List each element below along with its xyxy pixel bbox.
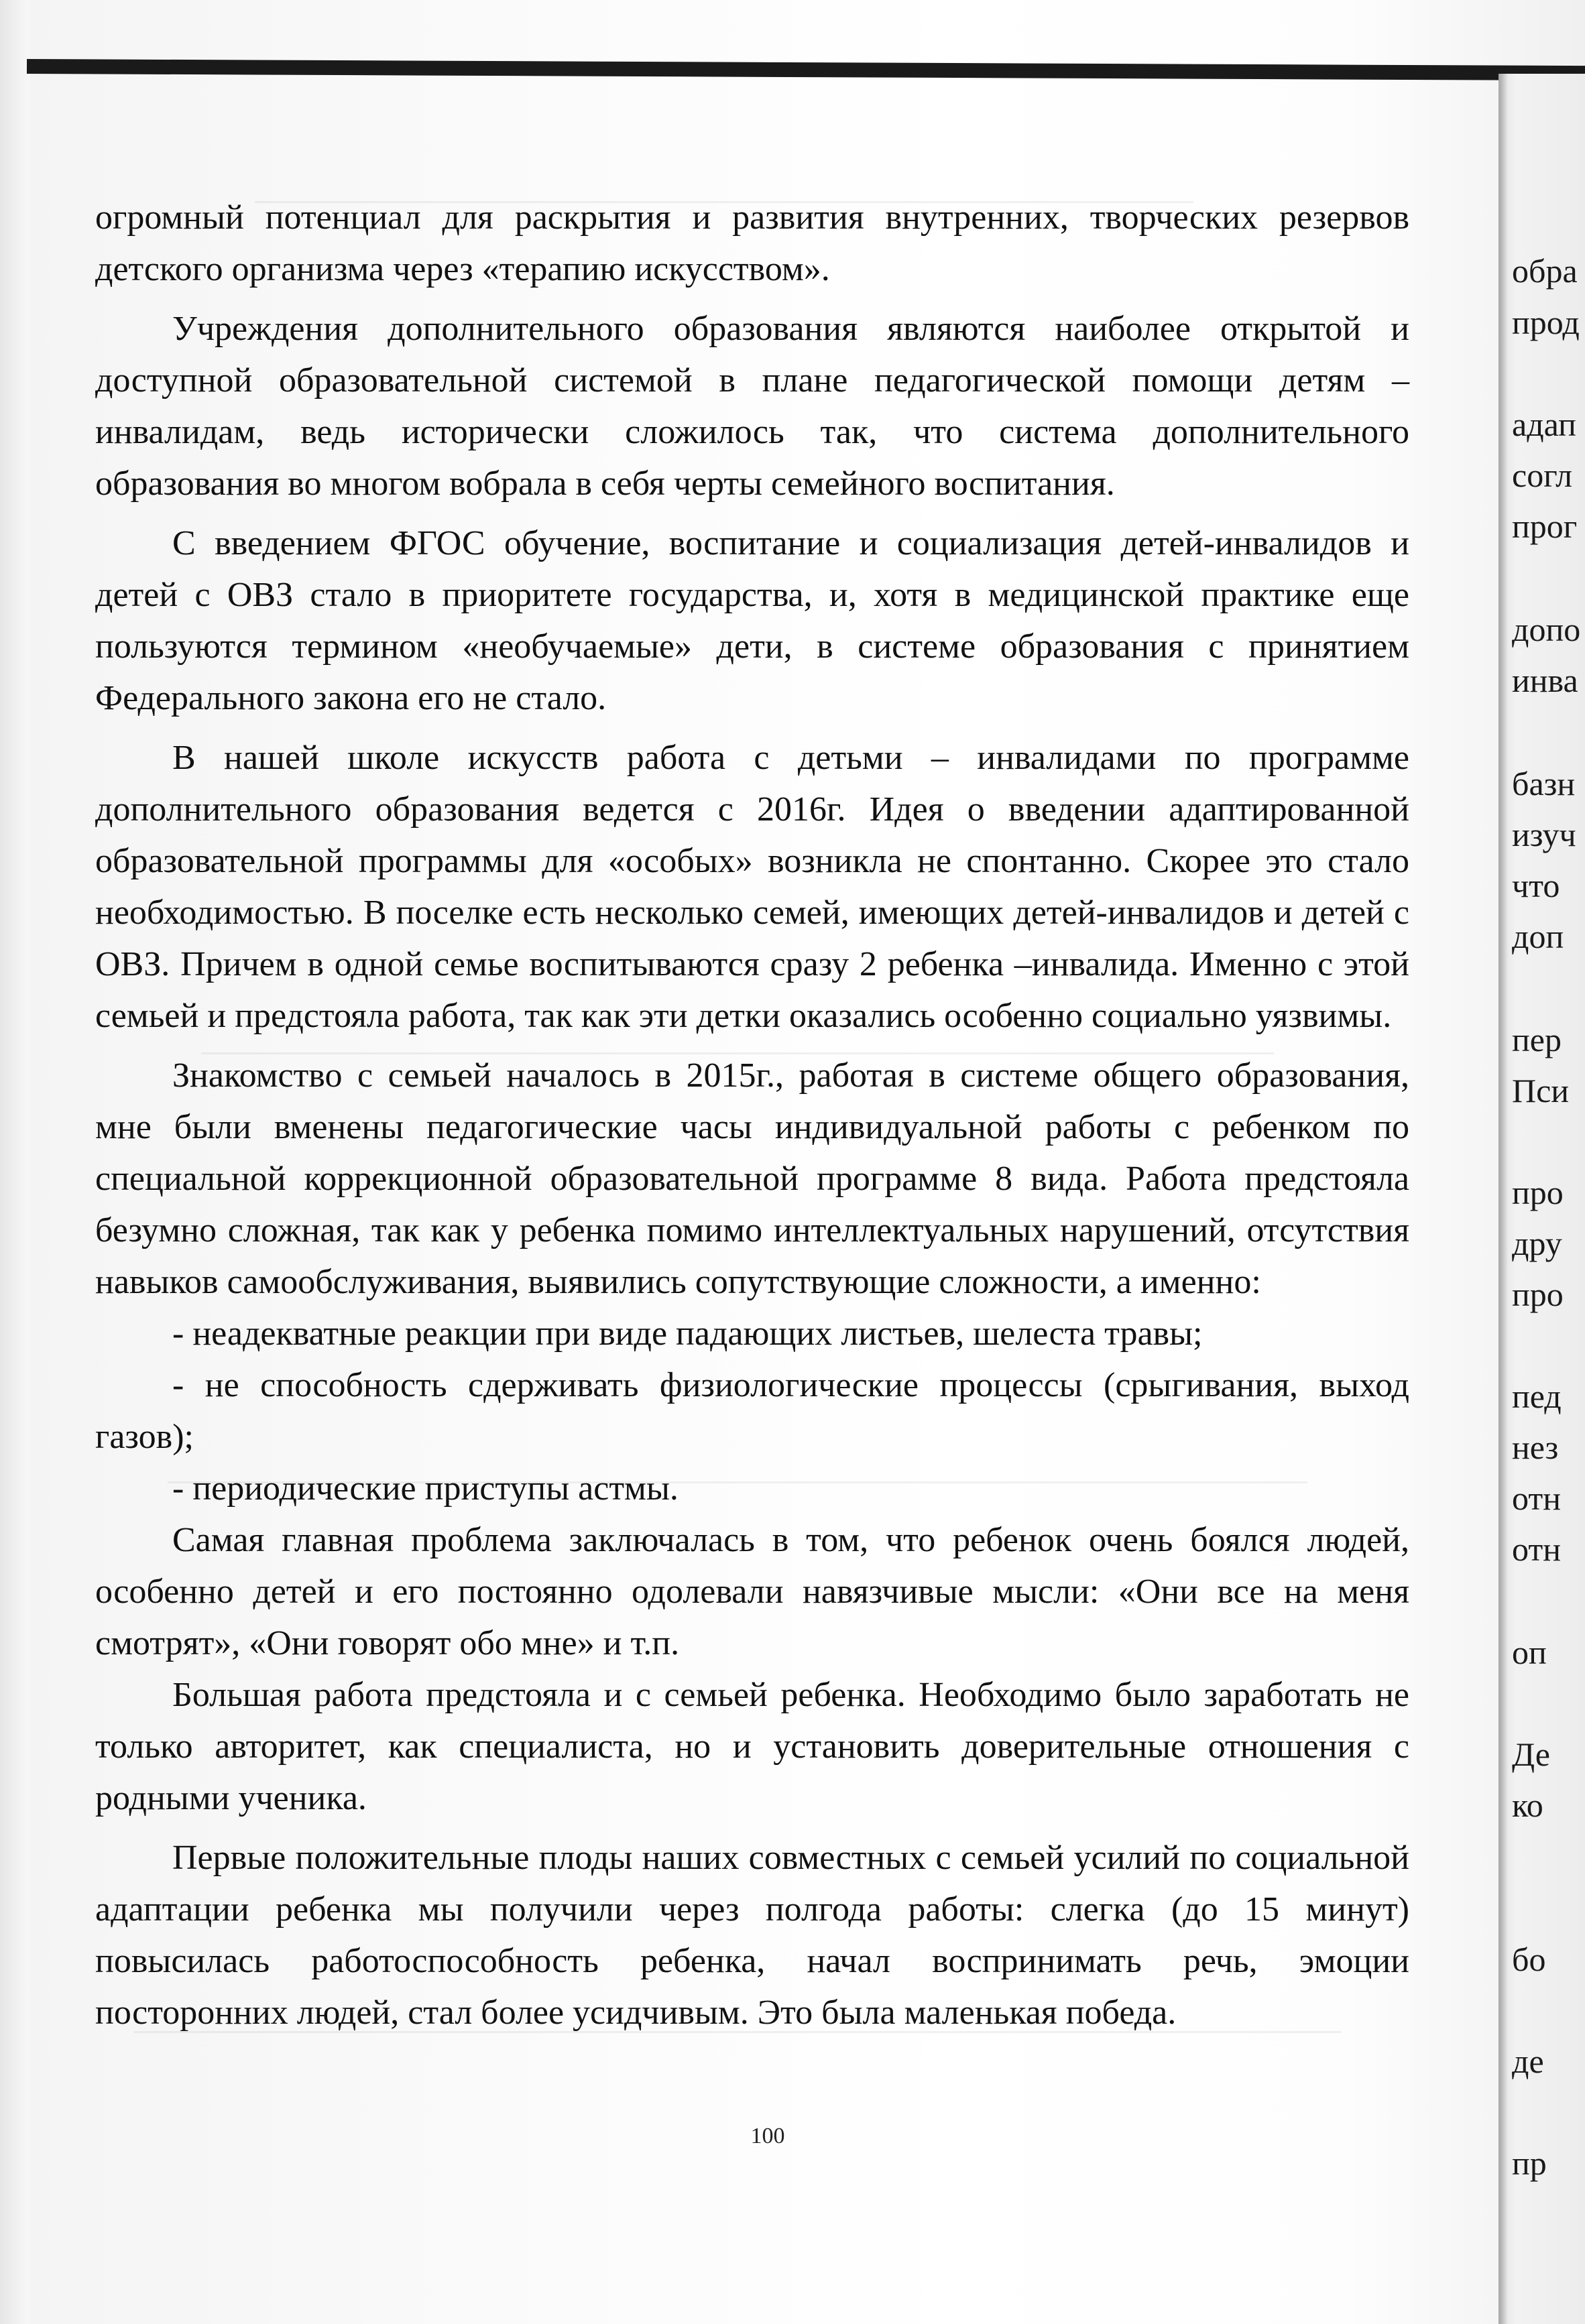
next-page-fragment: пр — [1512, 2144, 1547, 2182]
next-page-fragment: пед — [1512, 1378, 1562, 1415]
paragraph: Знакомство с семьей началось в 2015г., работая в системе общего образования, мне были вменены педагогические часы индивидуальной работы с ребенком по специальной коррекционной образовательной программе 8 вида. Работа предстояла безумно сложная, так как у ребенка помимо интеллектуальных нарушений, отсутствия навыков самообслуживания, выявились сопутствующие сложности, а именно: — [95, 1056, 1409, 1301]
paragraph: огромный потенциал для раскрытия и развития внутренних, творческих резервов детского организма через «терапию искусством». — [95, 198, 1409, 288]
next-page-fragment: согл — [1512, 456, 1573, 494]
page-number: 100 — [750, 2124, 785, 2148]
next-page-fragment: Де — [1512, 1735, 1550, 1773]
next-page-fragment: де — [1512, 2042, 1544, 2080]
next-page-fragment: адап — [1512, 406, 1576, 443]
next-page-fragment: что — [1512, 867, 1560, 904]
next-page-fragment: оп — [1512, 1634, 1547, 1671]
paragraph: Большая работа предстояла и с семьей ребенка. Необходимо было заработать не только авторитет, как специалиста, но и установить доверительные отношения с родными ученика. — [95, 1676, 1409, 1817]
next-page-fragment: отн — [1512, 1479, 1561, 1517]
next-page-fragment: обра — [1512, 252, 1578, 290]
next-page-fragment: прог — [1512, 507, 1578, 545]
paragraph: Первые положительные плоды наших совместных с семьей усилий по социальной адаптации ребенка мы получили через полгода работы: слегка (до 15 минут) повысилась работоспособность ребенка, начал воспринимать речь, эмоции посторонних людей, стал более усидчивым. Это была маленькая победа. — [95, 1839, 1409, 2032]
next-page-fragment: прод — [1512, 304, 1580, 341]
next-page-sliver — [1499, 74, 1585, 2324]
list-item: - неадекватные реакции при виде падающих листьев, шелеста травы; — [172, 1314, 1203, 1353]
next-page-fragment: бо — [1512, 1941, 1546, 1978]
paragraph: С введением ФГОС обучение, воспитание и социализация детей-инвалидов и детей с ОВЗ стало в приоритете государства, и, хотя в медицинской практике еще пользуются термином «необучаемые» дети, в системе образования с принятием Федерального закона его не стало. — [95, 524, 1409, 717]
next-page-fragment: инва — [1512, 662, 1578, 699]
list-item: - периодические приступы астмы. — [172, 1469, 679, 1508]
list-item: - не способность сдерживать физиологические процессы (срыгивания, выход газов); — [95, 1366, 1409, 1456]
paragraph: Самая главная проблема заключалась в том, что ребенок очень боялся людей, особенно детей и его постоянно одолевали навязчивые мысли: «Они все на меня смотрят», «Они говорят обо мне» и т.п. — [95, 1521, 1409, 1662]
paragraph: Учреждения дополнительного образования являются наиболее открытой и доступной образовательной системой в плане педагогической помощи детям – инвалидам, ведь исторически сложилось так, что система дополнительного образования во многом вобрала в себя черты семейного воспитания. — [95, 310, 1409, 503]
next-page-fragment: допо — [1512, 611, 1581, 648]
body-text — [95, 192, 1409, 2038]
next-page-fragment: пер — [1512, 1021, 1562, 1058]
next-page-fragment: изуч — [1512, 816, 1576, 853]
paragraph: В нашей школе искусств работа с детьми – инвалидами по программе дополнительного образования ведется с 2016г. Идея о введении адаптированной образовательной программы для «особых» возникла не спонтанно. Скорее это стало необходимостью. В поселке есть несколько семей, имеющих детей-инвалидов и детей с ОВЗ. Причем в одной семье воспитываются сразу 2 ребенка –инвалида. Именно с этой семьей и предстояла работа, так как эти детки оказались особенно социально уязвимы. — [95, 739, 1409, 1035]
next-page-fragment: про — [1512, 1174, 1564, 1211]
next-page-fragment: Пси — [1512, 1072, 1570, 1109]
next-page-fragment: ко — [1512, 1786, 1543, 1824]
next-page-fragment: доп — [1512, 918, 1564, 955]
next-page-fragment: про — [1512, 1276, 1564, 1313]
next-page-fragment: отн — [1512, 1530, 1561, 1568]
next-page-fragment: нез — [1512, 1428, 1559, 1466]
next-page-fragment: дру — [1512, 1225, 1562, 1262]
next-page-fragment: базн — [1512, 765, 1576, 802]
page-fold-shadow — [1499, 74, 1508, 2324]
